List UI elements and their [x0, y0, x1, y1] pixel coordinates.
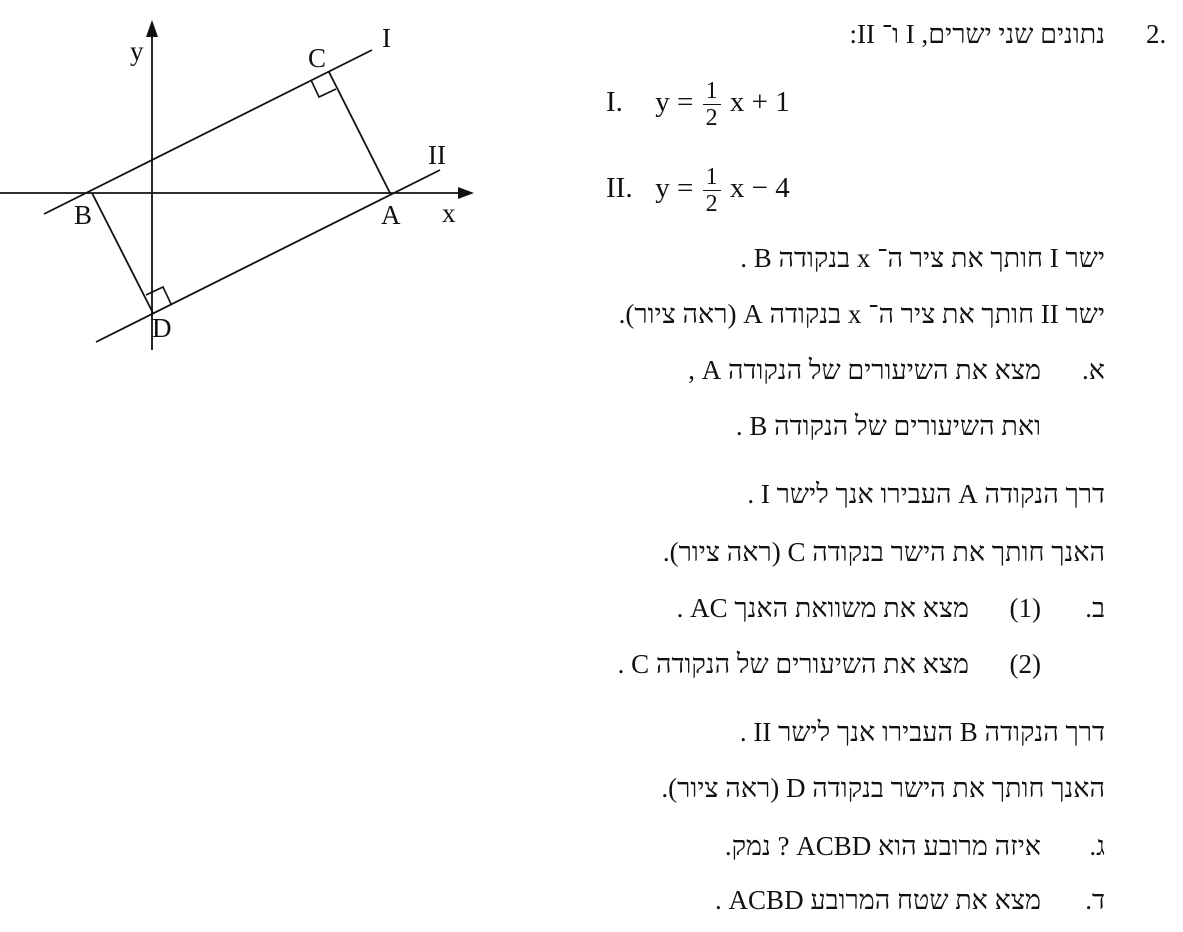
equation-II-label: II. — [606, 172, 633, 205]
part-d-letter: ד. — [1085, 885, 1105, 915]
part-b-sub2-number: (2) — [1009, 649, 1041, 679]
part-c-text: איזה מרובע הוא ACBD ? נמק. — [724, 831, 1041, 861]
label-B: B — [74, 200, 93, 230]
part-b-letter: ב. — [1085, 593, 1105, 623]
equation-II-fraction — [703, 165, 721, 216]
label-x: x — [442, 198, 456, 228]
equation-I-rhs: x + 1 — [729, 86, 790, 119]
line-I — [44, 50, 372, 214]
equation-I-fraction — [703, 79, 721, 130]
y-axis-arrow — [146, 20, 158, 37]
through-B-line: דרך הנקודה B העבירו אנך לישר II . — [739, 717, 1105, 747]
right-angle-C — [311, 80, 336, 97]
label-y: y — [130, 36, 144, 66]
problem-number: 2. — [1146, 19, 1167, 49]
meets-D-line: האנך חותך את הישר בנקודה D (ראה ציור). — [661, 773, 1105, 803]
part-b-sub1-text: מצא את משוואת האנך AC . — [676, 593, 969, 623]
coordinate-diagram — [0, 0, 490, 360]
part-b-sub2-text: מצא את השיעורים של הנקודה C . — [617, 649, 969, 679]
part-a-line2: ואת השיעורים של הנקודה B . — [735, 411, 1041, 441]
equation-II-denominator: 2 — [705, 191, 718, 217]
meets-C-line: האנך חותך את הישר בנקודה C (ראה ציור). — [662, 537, 1105, 567]
label-C: C — [308, 43, 327, 73]
part-a-letter: א. — [1082, 355, 1105, 385]
equation-I-denominator: 2 — [705, 105, 718, 131]
right-angle-D — [146, 287, 171, 304]
label-II: II — [428, 140, 446, 170]
part-b-sub1-number: (1) — [1009, 593, 1041, 623]
segment-BD — [92, 193, 153, 313]
equation-line-II — [606, 165, 790, 216]
fact-A-line: ישר II חותך את ציר ה־ x בנקודה A (ראה ציור). — [618, 299, 1105, 329]
part-a-line1: מצא את השיעורים של הנקודה A , — [688, 355, 1041, 385]
fact-B-line: ישר I חותך את ציר ה־ x בנקודה B . — [740, 243, 1105, 273]
part-c-letter: ג. — [1089, 831, 1105, 861]
equation-II-rhs: x − 4 — [729, 172, 790, 205]
equation-line-I — [606, 79, 790, 130]
line-II — [96, 170, 440, 342]
equation-I-label: I. — [606, 86, 623, 119]
x-axis-arrow — [458, 187, 474, 199]
part-d-text: מצא את שטח המרובע ACBD . — [715, 885, 1041, 915]
equation-II-numerator: 1 — [703, 165, 721, 191]
label-A: A — [381, 200, 401, 230]
label-I: I — [382, 23, 391, 53]
equation-I-lhs: y = — [655, 86, 694, 119]
intro-line: נתונים שני ישרים, I ו־ II: — [849, 19, 1105, 49]
through-A-line: דרך הנקודה A העבירו אנך לישר I . — [747, 479, 1105, 509]
equation-I-numerator: 1 — [703, 79, 721, 105]
equation-II-lhs: y = — [655, 172, 694, 205]
segment-AC — [329, 72, 390, 193]
label-D: D — [152, 313, 172, 343]
